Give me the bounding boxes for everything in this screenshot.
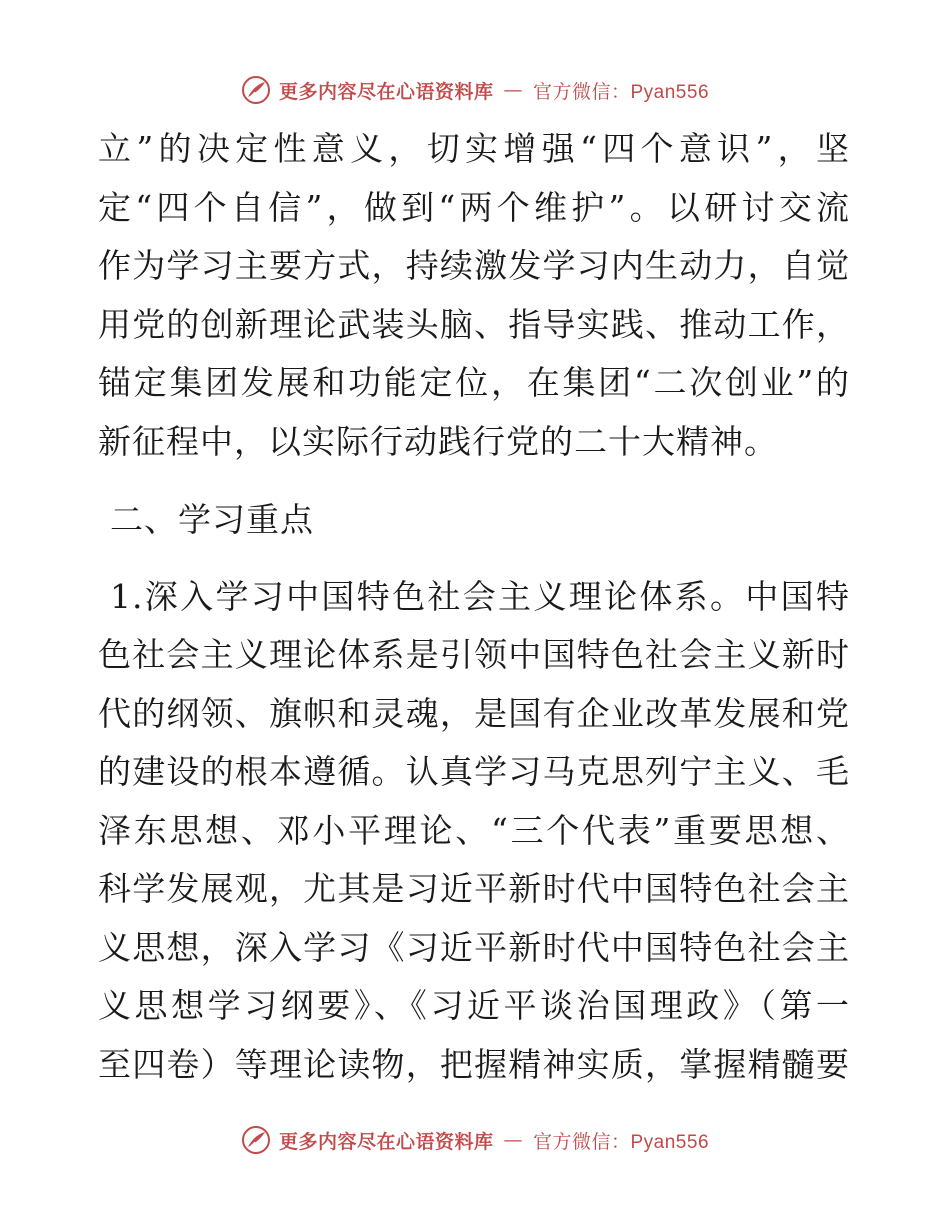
text-line: 立”的决定性意义，切实增强“四个意识”，坚 [98, 129, 850, 168]
text-line: 用党的创新理论武装头脑、指导实践、推动工作， [98, 304, 850, 344]
text-line: 至四卷）等理论读物，把握精神实质，掌握精髓要 [98, 1044, 850, 1084]
text-line: 代的纲领、旗帜和灵魂，是国有企业改革发展和党 [98, 693, 850, 733]
text-line: 科学发展观，尤其是习近平新时代中国特色社会主 [98, 869, 850, 908]
text-line: 新征程中，以实际行动践行党的二十大精神。 [98, 421, 778, 461]
text-line: 定“四个自信”，做到“两个维护”。以研讨交流 [98, 187, 850, 227]
watermark-separator: — [503, 79, 523, 101]
quill-logo-icon [241, 75, 271, 105]
text-line: 1.深入学习中国特色社会主义理论体系。中国特 [110, 576, 850, 616]
text-line: 锚定集团发展和功能定位，在集团“二次创业”的 [98, 363, 850, 402]
watermark-separator: — [503, 1129, 523, 1151]
text-line: 的建设的根本遵循。认真学习马克思列宁主义、毛 [98, 752, 850, 791]
watermark-suffix: 官方微信：Pyan556 [533, 1131, 710, 1153]
watermark-suffix: 官方微信：Pyan556 [533, 81, 710, 103]
text-line: 作为学习主要方式，持续激发学习内生动力，自觉 [98, 246, 850, 285]
text-line: 义思想，深入学习《习近平新时代中国特色社会主 [98, 927, 850, 967]
footer-watermark [0, 1120, 950, 1160]
document-body [98, 120, 850, 1094]
text-line: 色社会主义理论体系是引领中国特色社会主义新时 [98, 635, 850, 674]
section-heading: 二、学习重点 [110, 500, 314, 539]
header-watermark [0, 70, 950, 110]
text-line: 泽东思想、邓小平理论、“三个代表”重要思想、 [98, 810, 850, 850]
watermark-brand: 更多内容尽在心语资料库 [278, 1130, 494, 1153]
watermark-brand: 更多内容尽在心语资料库 [278, 80, 494, 103]
quill-logo-icon [241, 1125, 271, 1155]
text-line: 义思想学习纲要》、《习近平谈治国理政》（第一 [98, 986, 850, 1025]
